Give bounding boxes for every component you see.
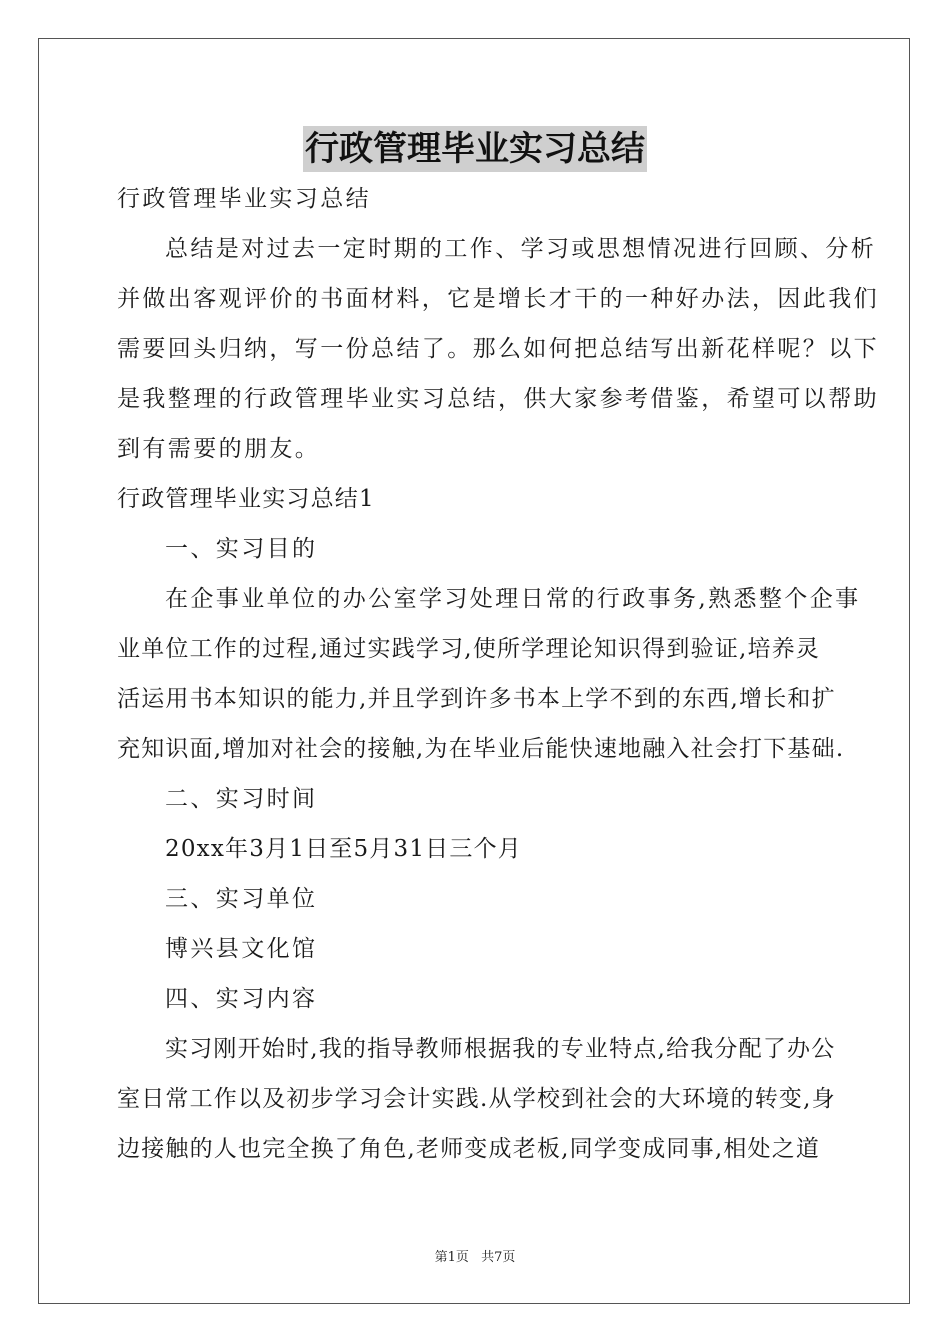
page-number: 第1页: [434, 1250, 469, 1265]
content-line-2: 室日常工作以及初步学习会计实践.从学校到社会的大环境的转变,身: [117, 1086, 836, 1112]
intro-line-4: 是我整理的行政管理毕业实习总结，供大家参考借鉴，希望可以帮助: [117, 386, 879, 412]
time-heading: 二、实习时间: [165, 786, 318, 812]
intro-line-1: 总结是对过去一定时期的工作、学习或思想情况进行回顾、分析: [165, 236, 877, 262]
unit-heading: 三、实习单位: [165, 886, 318, 912]
intro-line-2: 并做出客观评价的书面材料，它是增长才干的一种好办法，因此我们: [117, 286, 879, 312]
intro-line-3: 需要回头归纳，写一份总结了。那么如何把总结写出新花样呢？以下: [117, 336, 879, 362]
content-line-3: 边接触的人也完全换了角色,老师变成老板,同学变成同事,相处之道: [117, 1136, 821, 1162]
purpose-line-3: 活运用书本知识的能力,并且学到许多书本上学不到的东西,增长和扩: [117, 686, 836, 712]
page-border: [38, 38, 910, 1304]
document-subtitle: 行政管理毕业实习总结: [117, 186, 371, 212]
content-line-1: 实习刚开始时,我的指导教师根据我的专业特点,给我分配了办公: [165, 1036, 836, 1062]
document-title: 行政管理毕业实习总结: [303, 126, 647, 172]
purpose-line-4: 充知识面,增加对社会的接触,为在毕业后能快速地融入社会打下基础.: [117, 736, 845, 762]
time-value: 20xx年3月1日至5月31日三个月: [165, 836, 522, 862]
page-footer: [0, 1246, 950, 1265]
purpose-line-2: 业单位工作的过程,通过实践学习,使所学理论知识得到验证,培养灵: [117, 636, 821, 662]
title-wrap: [0, 126, 950, 172]
section-title: 行政管理毕业实习总结1: [117, 486, 375, 512]
content-heading: 四、实习内容: [165, 986, 318, 1012]
page-total: 共7页: [481, 1250, 516, 1265]
purpose-heading: 一、实习目的: [165, 536, 318, 562]
purpose-line-1: 在企事业单位的办公室学习处理日常的行政事务,熟悉整个企事: [165, 586, 861, 612]
unit-value: 博兴县文化馆: [165, 936, 318, 962]
intro-line-5: 到有需要的朋友。: [117, 436, 321, 462]
